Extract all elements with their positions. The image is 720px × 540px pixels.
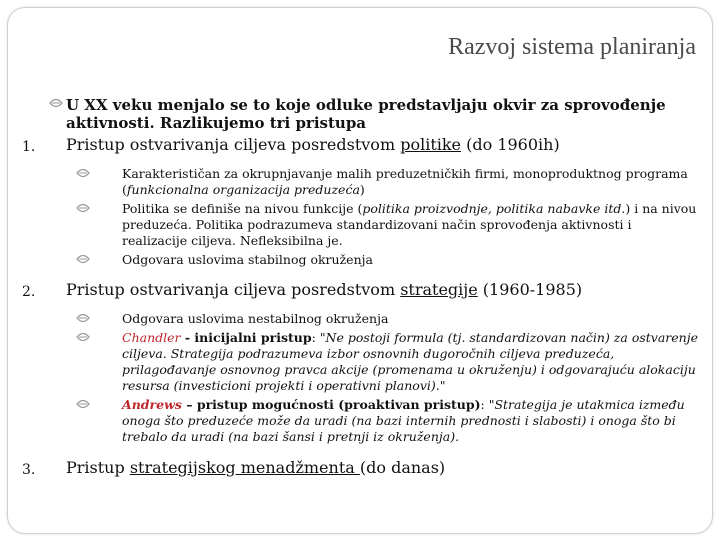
bullet-text: ) [359, 182, 365, 197]
leaf-bullet-icon [76, 398, 90, 410]
item-text: Pristup ostvarivanja ciljeva posredstvom [66, 135, 401, 154]
leaf-bullet-icon [76, 202, 90, 214]
numbered-item-1 [22, 136, 698, 154]
sub-bullet [22, 166, 698, 198]
author-name: Chandler [122, 330, 181, 345]
bullet-italic: funkcionalna organizacija preduzeća [126, 182, 360, 197]
item-text-after: (do 1960ih) [461, 135, 560, 154]
approach-label: - inicijalni pristup [180, 330, 312, 345]
slide-title: Razvoj sistema planiranja [448, 34, 696, 60]
item-underlined: strategijskog menadžmenta [129, 458, 360, 477]
item-text-after: (1960-1985) [477, 280, 583, 299]
intro-paragraph [22, 96, 698, 132]
quote-text: "Strategija je utakmica između onoga što preduzeće može da uradi (na bazi internih prednosti i slabosti) i onoga što bi trebalo da uradi (na bazi šansi i pretnji iz okruženja). [122, 397, 685, 444]
leaf-bullet-icon [76, 312, 90, 324]
sub-bullet-andrews [22, 397, 698, 445]
item-text-after: (do danas) [359, 458, 446, 477]
slide-content [22, 96, 698, 477]
item-underlined: politike [400, 135, 462, 154]
sub-bullet [22, 311, 698, 327]
approach-label: – pristup mogućnosti (proaktivan pristup) [181, 397, 481, 412]
item-number: 1. [22, 139, 36, 155]
bullet-italic: politika proizvodnje, politika nabavke itd. [362, 201, 626, 216]
bullet-text: Odgovara uslovima stabilnog okruženja [122, 252, 373, 267]
separator: : [480, 397, 489, 412]
separator: : [311, 330, 320, 345]
leaf-bullet-icon [76, 253, 90, 265]
item-text: Pristup ostvarivanja ciljeva posredstvom [66, 280, 401, 299]
numbered-item-3 [22, 459, 698, 477]
item-number: 3. [22, 462, 36, 478]
sub-bullet [22, 252, 698, 268]
item-underlined: strategije [400, 280, 478, 299]
sub-bullet [22, 201, 698, 249]
leaf-bullet-icon [76, 167, 90, 179]
item-number: 2. [22, 284, 36, 300]
quote-text: "Ne postoji formula (tj. standardizovan način) za ostvarenje ciljeva. Strategija podrazumeva izbor osnovnih dugoročnih ciljeva preduzeća, prilagođavanje osnovnog pravca akcije (promenama u okruženju) i odgovarajuću alokaciju resursa (investicioni projekti i operativni planovi)." [122, 330, 698, 393]
bullet-text: Politika se definiše na nivou funkcije ( [122, 201, 363, 216]
numbered-item-2 [22, 281, 698, 299]
intro-text: U XX veku menjalo se to koje odluke predstavljaju okvir za sprovođenje aktivnosti. Razlikujemo tri pristupa [66, 96, 666, 132]
bullet-text: Odgovara uslovima nestabilnog okruženja [122, 311, 389, 326]
author-name: Andrews [122, 397, 182, 412]
leaf-bullet-icon [76, 331, 90, 343]
bullet-text: Karakterističan za okrupnjavanje malih preduzetničkih firmi, monoproduktnog programa ( [122, 166, 688, 197]
leaf-bullet-icon [49, 97, 63, 109]
item-text: Pristup [66, 458, 130, 477]
bullet-text: ) i na nivou preduzeća. Politika podrazumeva standardizovani način sprovođenja aktivnosti i realizacije ciljeva. Nefleksibilna je. [122, 201, 697, 248]
sub-bullet-chandler [22, 330, 698, 394]
